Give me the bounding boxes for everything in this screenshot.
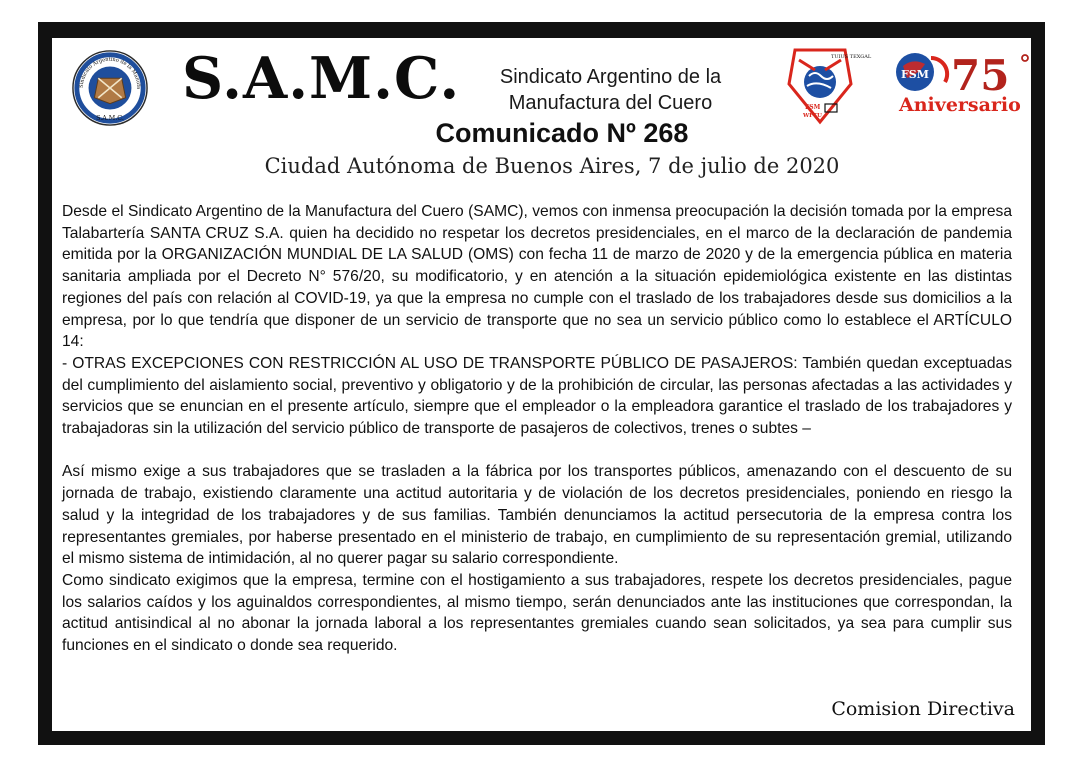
place-and-date: Ciudad Autónoma de Buenos Aires, 7 de julio de 2020 xyxy=(264,154,840,178)
samc-seal-logo xyxy=(71,49,149,127)
fsm-textile-logo xyxy=(785,46,872,126)
union-full-name xyxy=(478,64,743,116)
communique-title: Comunicado Nº 268 xyxy=(435,118,689,148)
document-frame xyxy=(38,22,1045,745)
communique-body xyxy=(62,201,1012,657)
fsm-logo-wftu-text: WFTU xyxy=(803,113,822,119)
union-name-line-1: Sindicato Argentino de la xyxy=(499,66,722,88)
fsm-75-anniversary-logo xyxy=(893,48,1033,114)
fsm-logo-left-text: FSM xyxy=(805,104,821,111)
seal-text-top: Sindicato Argentino de la Manufa xyxy=(78,56,142,90)
body-paragraph-1: Desde el Sindicato Argentino de la Manufactura del Cuero (SAMC), vemos con inmensa preocupación la decisión tomada por la empresa Talabartería SANTA CRUZ S.A. quien ha decidido no respetar los decretos presidenciales, en el marco de la declaración de pandemia emitida por la ORGANIZACIÓN MUNDIAL DE LA SALUD (OMS) con fecha 11 de marzo de 2020 y de la emergencia pública en materia sanitaria ampliada por el Decreto N° 576/20, su modificatorio, y en atención a la situación epidemiológica existente en las distintas regiones del país con relación al COVID-19, ya que la empresa no cumple con el traslado de los trabajadores desde sus domicilios a la empresa, por lo que tendría que disponer de un servicio de transporte que no sea un servicio público como lo establece el ARTÍCULO 14: xyxy=(62,203,1012,351)
body-paragraph-4: Como sindicato exigimos que la empresa, termine con el hostigamiento a sus trabajadores, respete los decretos presidenciales, pague los salarios caídos y los aguinaldos correspondientes, al mismo tiempo, serán denunciados ante las instituciones que correspondan, la actitud antisindical al no abonar la jornada laboral a los representantes gremiales cuando sean solicitados, ya sea para cumplir sus funciones en el sindicato o donde sea requerido. xyxy=(62,571,1012,655)
anniversary-fsm-badge: FSM xyxy=(901,68,929,81)
brand-title: S.A.M.C. xyxy=(182,45,461,112)
fsm-logo-top-text: TUIUS TEXGAL xyxy=(831,54,872,60)
body-paragraph-2: - OTRAS EXCEPCIONES CON RESTRICCIÓN AL USO DE TRANSPORTE PÚBLICO DE PASAJEROS: También quedan exceptuadas del cumplimiento del aislamiento social, preventivo y obligatorio y de la prohibición de circular, las personas afectadas a las actividades y servicios que se enuncian en el presente artículo, siempre que el empleador o la empleadora garantice el traslado de los trabajadores y trabajadoras sin la utilización del servicio público de transporte de pasajeros de colectivos, trenes o subtes – xyxy=(62,354,1012,438)
signature: Comision Directiva xyxy=(831,698,1015,720)
paragraph-spacer xyxy=(62,440,1012,462)
document-page xyxy=(52,38,1031,731)
seal-text-bottom: S.A.M.C. xyxy=(96,115,124,123)
union-name-line-2: Manufactura del Cuero xyxy=(508,92,713,114)
anniversary-word: Aniversario xyxy=(899,94,1021,116)
anniversary-number: 75 xyxy=(951,51,1010,100)
body-paragraph-3: Así mismo exige a sus trabajadores que se trasladen a la fábrica por los transportes públicos, amenazando con el descuento de su jornada de trabajo, existiendo claramente una actitud autoritaria y de violación de los decretos presidenciales, poniendo en riesgo la salud y la integridad de los trabajadores y de sus familias. También denunciamos la actitud persecutoria de la empresa contra los representantes gremiales, por haberse presentado en el ministerio de trabajo, en cumplimiento de su representación gremial, utilizando el mismo sistema de intimidación, al no querer pagar su salario correspondiente. xyxy=(62,463,1012,568)
